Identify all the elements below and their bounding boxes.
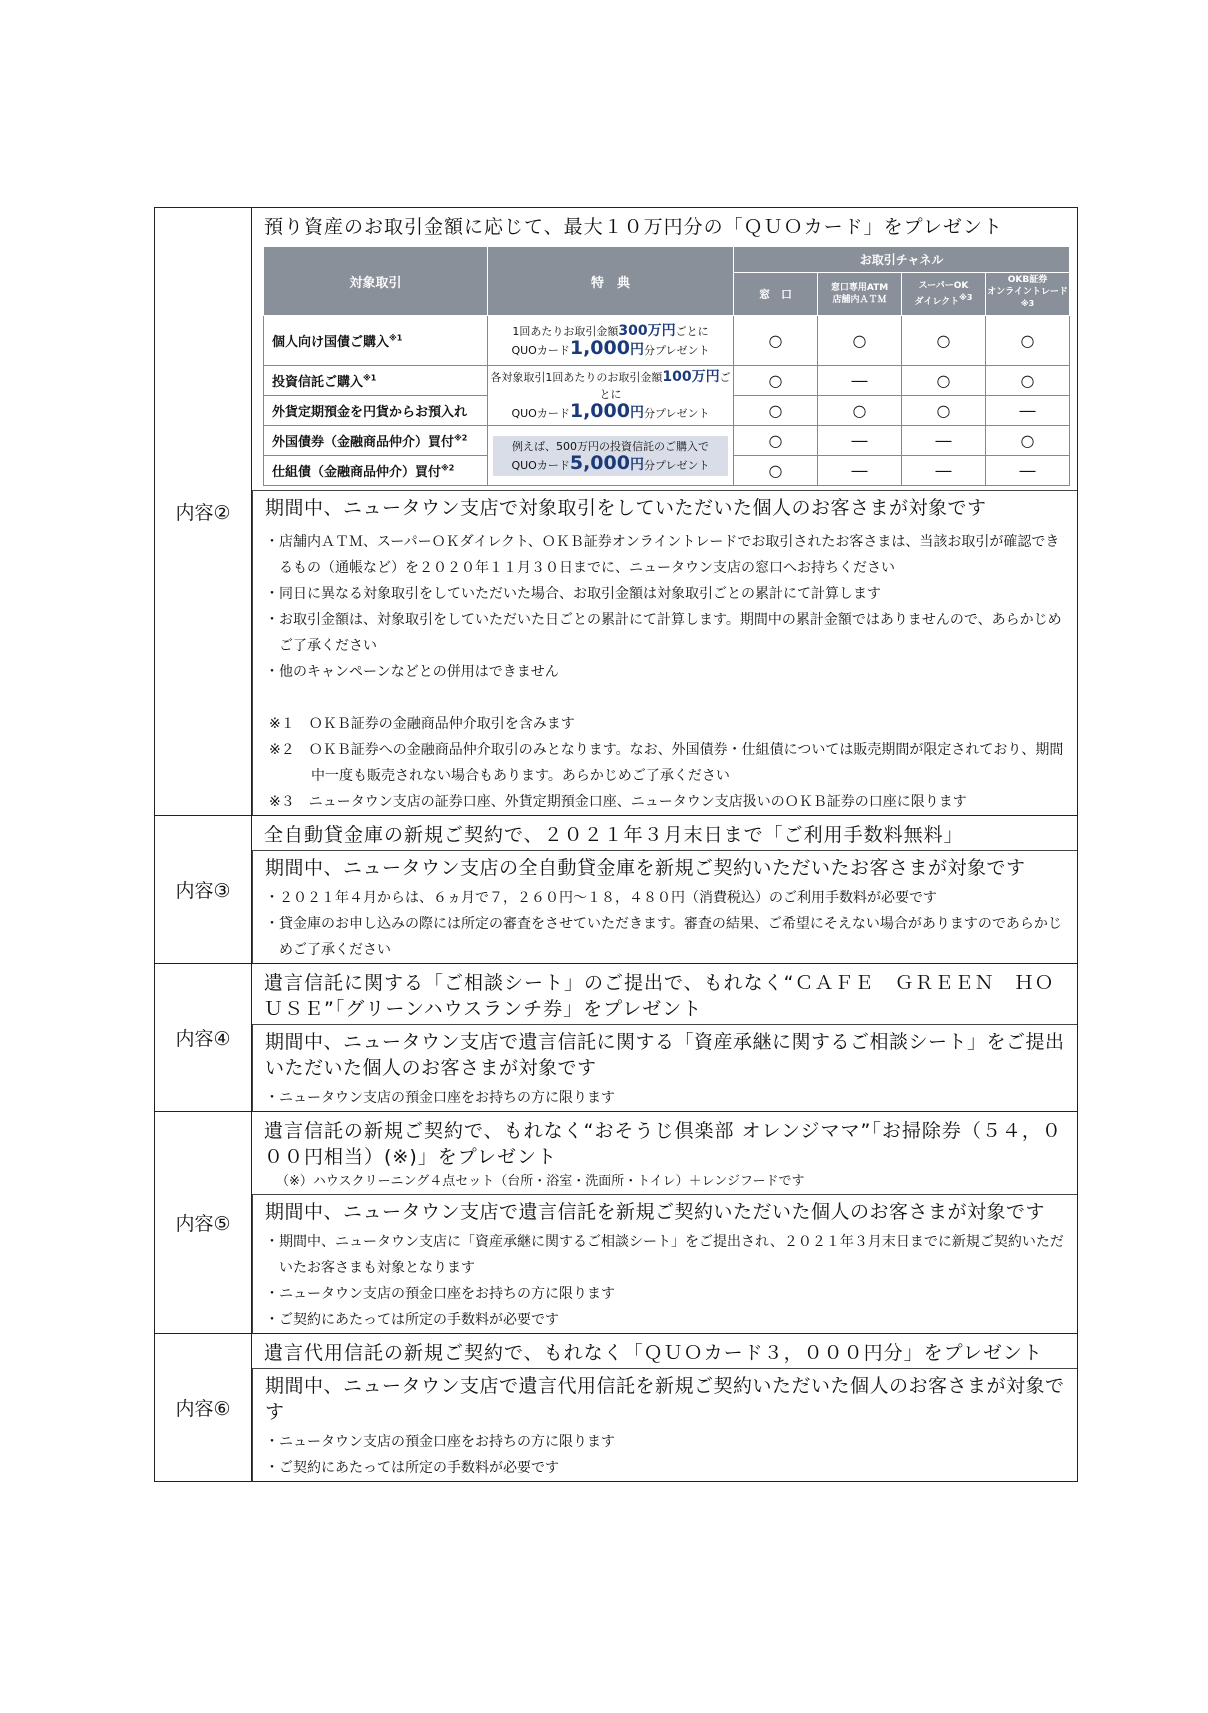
trade-name: 仕組債（金融商品仲介）買付$^{※2}$ (264, 456, 488, 486)
bullet-item: ・他のキャンペーンなどとの併用はできません (265, 664, 559, 680)
channel-mark: ― (902, 456, 986, 486)
channel-mark: ― (986, 396, 1070, 426)
channel-mark: ― (986, 456, 1070, 486)
benefit-cell: 1回あたりお取引金額300万円ごとに QUOカード1,000円分プレゼント (488, 316, 734, 366)
channel-header: OKB証券 オンライントレード$^{※3}$ (986, 273, 1070, 316)
channel-mark: ○ (902, 316, 986, 366)
target-text: 期間中、ニュータウン支店で対象取引をしていただいた個人のお客さまが対象です (265, 497, 987, 519)
channel-header: 窓 口 (734, 273, 818, 316)
channel-mark: ○ (734, 366, 818, 396)
heading-note: （※）ハウスクリーニング４点セット（台所・浴室・洗面所・トイレ）＋レンジフードです (276, 1174, 805, 1189)
content-label: 内容③ (155, 816, 252, 964)
bullet-item: ・ご契約にあたっては所定の手数料が必要です (265, 1460, 559, 1476)
content-label: 内容② (155, 208, 252, 816)
content-row-6 (155, 1334, 1078, 1482)
content-detail (252, 1194, 1077, 1333)
channel-mark: ○ (818, 316, 902, 366)
trade-name: 個人向け国債ご購入$^{※1}$ (264, 316, 488, 366)
content-heading: 遺言信託の新規ご契約で、もれなく“おそうじ倶楽部 オレンジママ”「お掃除券（５４，０００円相当）(※)」をプレゼント (264, 1120, 1062, 1168)
footnote: ※３ ニュータウン支店の証券口座、外貨定期預金口座、ニュータウン支店扱いのＯＫＢ証券の口座に限ります (269, 794, 967, 810)
trade-name: 外貨定期預金を円貨からお預入れ (264, 396, 488, 426)
channel-mark: ○ (986, 366, 1070, 396)
content-cell (252, 1334, 1078, 1482)
bullet-item: ・ご契約にあたっては所定の手数料が必要です (265, 1312, 559, 1328)
target-text: 期間中、ニュータウン支店で遺言信託を新規ご契約いただいた個人のお客さまが対象です (265, 1201, 1046, 1223)
channel-mark: ○ (734, 426, 818, 456)
campaign-content-table (154, 207, 1078, 1482)
channel-mark: ○ (734, 396, 818, 426)
content-cell (252, 816, 1078, 964)
column-header: 対象取引 (264, 247, 488, 316)
content-detail (252, 1368, 1077, 1481)
content-cell (252, 1112, 1078, 1334)
content-cell (252, 208, 1078, 816)
channel-mark: ― (818, 456, 902, 486)
footnote: ※２ ＯＫＢ証券への金融商品仲介取引のみとなります。なお、外国債券・仕組債については販売期間が限定されており、期間中一度も販売されない場合もあります。あらかじめご了承ください (269, 742, 1064, 784)
channel-mark: ○ (986, 426, 1070, 456)
bullet-item: ・ニュータウン支店の預金口座をお持ちの方に限ります (265, 1090, 615, 1106)
channel-mark: ○ (902, 366, 986, 396)
content-detail (252, 1024, 1077, 1111)
channel-header: スーパーOK ダイレクト$^{※3}$ (902, 273, 986, 316)
column-header: お取引チャネル (734, 247, 1070, 273)
channel-mark: ― (818, 366, 902, 396)
channel-mark: ○ (818, 396, 902, 426)
channel-mark: ○ (986, 316, 1070, 366)
trade-name: 外国債券（金融商品仲介）買付$^{※2}$ (264, 426, 488, 456)
table-row (264, 316, 1070, 366)
target-text: 期間中、ニュータウン支店で遺言信託に関する「資産承継に関するご相談シート」をご提出いただいた個人のお客さまが対象です (265, 1031, 1065, 1079)
bullet-item: ・貸金庫のお申し込みの際には所定の審査をさせていただきます。審査の結果、ご希望にそえない場合がありますのであらかじめご了承ください (265, 916, 1062, 958)
channel-header: 窓口専用ATM 店舗内ＡＴＭ (818, 273, 902, 316)
channel-mark: ○ (902, 396, 986, 426)
content-row-3 (155, 816, 1078, 964)
content-row-2 (155, 208, 1078, 816)
content-cell (252, 964, 1078, 1112)
bullet-item: ・２０２１年４月からは、６ヵ月で７，２６０円～１８，４８０円（消費税込）のご利用手数料が必要です (265, 890, 937, 906)
content-row-4 (155, 964, 1078, 1112)
content-row-5 (155, 1112, 1078, 1334)
content-detail (252, 490, 1077, 815)
footnote: ※１ ＯＫＢ証券の金融商品仲介取引を含みます (269, 716, 575, 732)
target-text: 期間中、ニュータウン支店で遺言代用信託を新規ご契約いただいた個人のお客さまが対象です (265, 1375, 1065, 1423)
channel-mark: ○ (734, 316, 818, 366)
content-heading: 全自動貸金庫の新規ご契約で、２０２１年３月末日まで「ご利用手数料無料」 (264, 824, 964, 846)
bullet-item: ・期間中、ニュータウン支店に「資産承継に関するご相談シート」をご提出され、２０２１年３月末日までに新規ご契約いただいたお客さまも対象となります (265, 1234, 1064, 1276)
bullet-item: ・同日に異なる対象取引をしていただいた場合、お取引金額は対象取引ごとの累計にて計算します (265, 586, 881, 602)
content-detail (252, 850, 1077, 963)
content-label: 内容④ (155, 964, 252, 1112)
bullet-item: ・店舗内ＡＴＭ、スーパーＯＫダイレクト、ＯＫＢ証券オンライントレードでお取引されたお客さまは、当該お取引が確認できるもの（通帳など）を２０２０年１１月３０日までに、ニュータウン支店の窓口へお持ちください (265, 534, 1060, 576)
column-header: 特 典 (488, 247, 734, 316)
bullet-item: ・お取引金額は、対象取引をしていただいた日ごとの累計にて計算します。期間中の累計金額ではありませんので、あらかじめご了承ください (265, 612, 1062, 654)
bullet-item: ・ニュータウン支店の預金口座をお持ちの方に限ります (265, 1286, 615, 1302)
content-heading: 遺言代用信託の新規ご契約で、もれなく「ＱＵＯカード３，０００円分」をプレゼント (264, 1342, 1043, 1364)
table-row (264, 426, 1070, 456)
channel-mark: ○ (734, 456, 818, 486)
example-box: 例えば、500万円の投資信託のご購入で QUOカード5,000円分プレゼント (493, 436, 728, 476)
content-label: 内容⑥ (155, 1334, 252, 1482)
benefit-cell: 各対象取引1回あたりのお取引金額100万円ごとに QUOカード1,000円分プレゼント (488, 366, 734, 426)
quo-benefit-table (263, 246, 1070, 486)
content-heading: 遺言信託に関する「ご相談シート」のご提出で、もれなく“ＣＡＦＥ ＧＲＥＥＮ ＨＯＵＳＥ”「グリーンハウスランチ券」をプレゼント (264, 972, 1055, 1020)
content-heading: 預り資産のお取引金額に応じて、最大１０万円分の「ＱＵＯカード」をプレゼント (264, 216, 1003, 238)
bullet-item: ・ニュータウン支店の預金口座をお持ちの方に限ります (265, 1434, 615, 1450)
trade-name: 投資信託ご購入$^{※1}$ (264, 366, 488, 396)
target-text: 期間中、ニュータウン支店の全自動貸金庫を新規ご契約いただいたお客さまが対象です (265, 857, 1026, 879)
table-row (264, 366, 1070, 396)
content-label: 内容⑤ (155, 1112, 252, 1334)
benefit-cell (488, 426, 734, 486)
channel-mark: ― (818, 426, 902, 456)
channel-mark: ― (902, 426, 986, 456)
